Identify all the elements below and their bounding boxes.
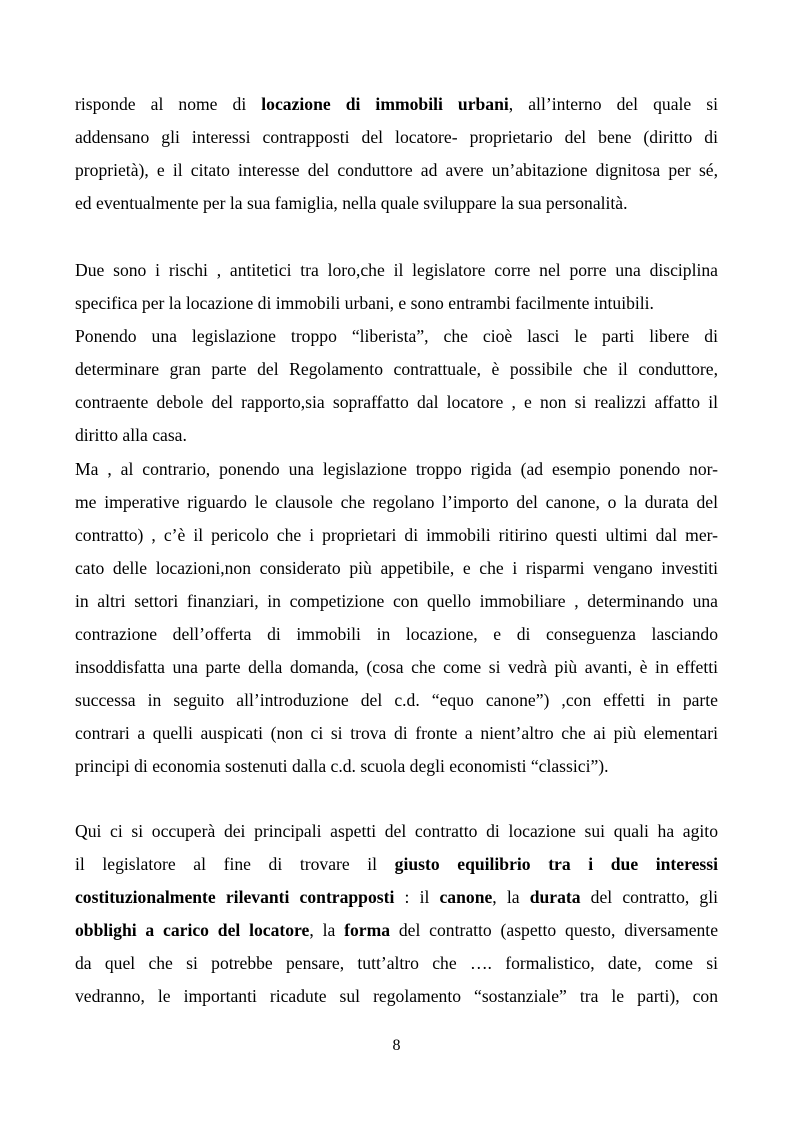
text-line: contratto) , c’è il pericolo che i proprietari di immobili ritirino questi ultimi dal mer-	[75, 524, 718, 545]
text-line: vedranno, le importanti ricadute sul regolamento “sostanziale” tra le parti), con	[75, 986, 718, 1007]
text-line: addensano gli interessi contrapposti del locatore- proprietario del bene (diritto di	[75, 127, 718, 148]
text-line: costituzionalmente rilevanti contrapposti : il canone, la durata del contratto, gli	[75, 887, 718, 908]
text-line: obblighi a carico del locatore, la forma del contratto (aspetto questo, diversamente	[75, 920, 718, 941]
bold-term: forma	[344, 920, 391, 941]
text-line: il legislatore al fine di trovare il giusto equilibrio tra i due interessi	[75, 854, 718, 875]
bold-term: giusto equilibrio tra i due interessi	[394, 854, 718, 875]
text-line: Due sono i rischi , antitetici tra loro,che il legislatore corre nel porre una disciplina	[75, 260, 718, 280]
bold-term: costituzionalmente rilevanti contrapposti	[75, 887, 395, 908]
bold-term: locazione di immobili urbani	[261, 94, 509, 114]
bold-term: canone	[439, 887, 493, 908]
text-line: proprietà), e il citato interesse del conduttore ad avere un’abitazione dignitosa per sé,	[75, 160, 718, 181]
text-line: da quel che si potrebbe pensare, tutt’altro che …. formalistico, date, come si	[75, 953, 718, 974]
text-line: specifica per la locazione di immobili urbani, e sono entrambi facilmente intuibili.	[75, 293, 654, 314]
text-line: diritto alla casa.	[75, 425, 187, 446]
text-line: principi di economia sostenuti dalla c.d. scuola degli economisti “classici”).	[75, 756, 609, 777]
text-line: successa in seguito all’introduzione del c.d. “equo canone”) ,con effetti in parte	[75, 690, 718, 711]
text-line: determinare gran parte del Regolamento contrattuale, è possibile che il conduttore,	[75, 359, 718, 380]
text-line: Qui ci si occuperà dei principali aspetti del contratto di locazione sui quali ha agito	[75, 821, 718, 841]
text-line: me imperative riguardo le clausole che regolano l’importo del canone, o la durata del	[75, 491, 718, 512]
bold-term: durata	[529, 887, 581, 908]
text-line: in altri settori finanziari, in competizione con quello immobiliare , determinando una	[75, 590, 718, 611]
bold-term: obblighi a carico del locatore	[75, 920, 310, 941]
text-line: contrazione dell’offerta di immobili in locazione, e di conseguenza lasciando	[75, 624, 718, 645]
text-line: ed eventualmente per la sua famiglia, nella quale sviluppare la sua personalità.	[75, 193, 628, 214]
paragraph-3	[75, 815, 718, 1014]
text-line: contraente debole del rapporto,sia sopraffatto dal locatore , e non si realizzi affatto il	[75, 392, 718, 413]
text-line: Ma , al contrario, ponendo una legislazione troppo rigida (ad esempio ponendo nor-	[75, 458, 718, 479]
text-line: cato delle locazioni,non considerato più appetibile, e che i risparmi vengano investiti	[75, 557, 718, 578]
page-number: 8	[392, 1037, 401, 1054]
paragraph-1	[75, 88, 718, 220]
text-line: risponde al nome di locazione di immobili urbani, all’interno del quale si	[75, 94, 719, 114]
text-line: Ponendo una legislazione troppo “liberista”, che cioè lasci le parti libere di	[75, 326, 718, 347]
text-line: contrari a quelli auspicati (non ci si trova di fronte a nient’altro che ai più elementari	[75, 723, 718, 744]
text-line: insoddisfatta una parte della domanda, (cosa che come si vedrà più avanti, è in effetti	[75, 657, 718, 678]
paragraph-2	[75, 254, 718, 784]
